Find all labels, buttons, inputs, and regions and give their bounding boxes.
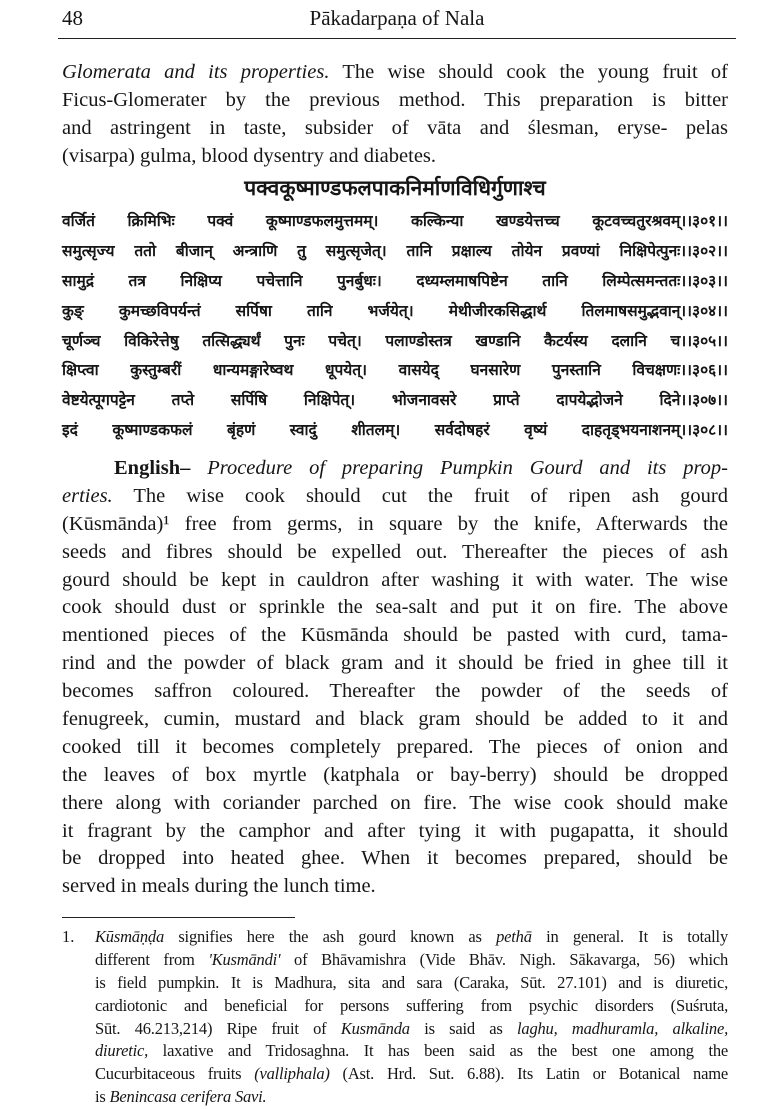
text-segment: there along with coriander parched on fire. The wise cook should make: [62, 791, 728, 814]
bold-label: English–: [114, 457, 208, 479]
text-segment: Ficus-Glomerater by the previous method. This preparation is bitter: [62, 89, 728, 111]
italic-text: Benincasa cerifera Savi.: [109, 1087, 267, 1107]
verse-line: वर्जितं क्रिमिभिः पक्वं कूष्माण्डफलमुत्तमम्। कल्किन्या खण्डयेत्तच्च कूटवच्चतुरश्रवम्।।३०१।।: [62, 212, 728, 230]
text-line: [62, 539, 728, 567]
running-title: Pākadarpaṇa of Nala: [309, 6, 485, 30]
italic-text: laghu, madhuramla, alkaline,: [517, 1018, 728, 1038]
verse-line: सामुद्रं तत्र निक्षिप्य पचेत्तानि पुनर्बुधः। दध्यम्लमाषपिष्टेन तानि लिम्पेत्समन्ततः।।३०३।।: [62, 271, 728, 290]
footnote-number: 1.: [62, 927, 75, 946]
italic-text: Kūsmāṇḍa: [95, 927, 164, 946]
paragraph-glomerata: [62, 58, 728, 170]
sanskrit-section-title: पक्वकूष्माण्डफलपाकनिर्माणविधिर्गुणाश्च: [244, 176, 546, 200]
text-line: [62, 511, 728, 539]
text-line: [62, 114, 728, 142]
text-segment: rind and the powder of black gram and it should be fried in ghee till it: [62, 652, 728, 675]
text-line: [62, 762, 728, 790]
text-segment: fenugreek, cumin, mustard and black gram should be added to it and: [62, 708, 728, 731]
text-line: [62, 58, 728, 86]
italic-text: Glomerata and its properties.: [62, 61, 330, 83]
text-segment: is field pumpkin. It is Madhura, sita and sara (Caraka, Sūt. 27.101) and is diuretic,: [95, 972, 728, 992]
text-segment: Cucurbitaceous fruits: [95, 1064, 255, 1084]
verse-line: इदं कूष्माण्डकफलं बृंहणं स्वादुं शीतलम्। सर्वदोषहरं वृष्यं दाहतृड्भयनाशनम्।।३०८।।: [62, 421, 728, 440]
page-number: 48: [62, 6, 83, 30]
text-segment: gourd should be kept in cauldron after washing it with water. The wise: [62, 568, 728, 591]
italic-text: Kusmānda: [340, 1018, 410, 1038]
text-segment: of Bhāvamishra (Vide Bhāv. Nigh. Sākavarga, 56) which: [280, 949, 728, 969]
text-line: [62, 873, 728, 901]
text-line: [62, 790, 728, 818]
text-segment: cooked till it becomes completely prepared. The pieces of onion and: [62, 735, 728, 758]
text-line: [62, 845, 728, 873]
text-segment: (Ast. Hrd. Sut. 6.88). Its Latin or Botanical name: [329, 1064, 728, 1084]
text-segment: it fragrant by the camphor and after tying it with pugapatta, it should: [62, 819, 728, 842]
text-line: [62, 455, 728, 483]
text-line: [95, 1086, 728, 1109]
italic-text: diuretic,: [95, 1041, 149, 1061]
text-segment: in general. It is totally: [531, 927, 728, 946]
text-line: [62, 650, 728, 678]
italic-text: (valliphala): [254, 1064, 330, 1084]
text-segment: the leaves of box myrtle (katphala or bay-berry) should be dropped: [62, 763, 728, 786]
text-segment: served in meals during the lunch time.: [62, 875, 376, 898]
verse-line: वेष्टयेत्पूगपट्टेन तप्ते सर्पिषि निक्षिपेत्। भोजनावसरे प्राप्ते दापयेद्भोजने दिने।।३०७।।: [62, 391, 728, 410]
text-line: [62, 142, 728, 170]
italic-text: erties.: [62, 484, 113, 507]
text-line: [95, 972, 728, 995]
text-line: [62, 86, 728, 114]
text-line: [62, 734, 728, 762]
text-segment: seeds and fibres should be expelled out. Thereafter the pieces of ash: [62, 540, 728, 563]
text-line: [62, 483, 728, 511]
text-line: [62, 818, 728, 846]
italic-text: 'Kusmāndi': [208, 949, 281, 969]
text-line: [62, 594, 728, 622]
text-segment: is said as: [409, 1018, 518, 1038]
paragraph-english-translation: [62, 455, 728, 901]
text-segment: mentioned pieces of the Kūsmānda should be pasted with curd, tama-: [62, 624, 728, 647]
text-line: [95, 926, 728, 949]
text-line: [62, 622, 728, 650]
text-segment: The wise cook should cut the fruit of ripen ash gourd: [112, 484, 728, 507]
text-segment: (visarpa) gulma, blood dysentry and diabetes.: [62, 145, 437, 167]
text-segment: Sūt. 46.213,214) Ripe fruit of: [95, 1018, 341, 1038]
text-segment: and astringent in taste, subsider of vāta and ślesman, eryse- pelas: [62, 117, 728, 139]
text-line: [95, 949, 728, 972]
text-segment: is: [95, 1087, 110, 1107]
text-segment: becomes saffron coloured. Thereafter the powder of the seeds of: [62, 680, 728, 703]
verse-line: क्षिप्त्वा कुस्तुम्बरीं धान्यमङ्गारेष्वथ धूपयेत्। वासयेद् घनसारेण पुनस्तानि विचक्षणः।।३०६।।: [62, 361, 728, 380]
text-segment: be dropped into heated ghee. When it becomes prepared, should be: [62, 847, 728, 870]
sanskrit-verses: [62, 207, 728, 446]
text-line: [95, 1040, 728, 1063]
footnote-divider: [62, 917, 295, 918]
text-line: [95, 1018, 728, 1041]
text-segment: signifies here the ash gourd known as: [164, 927, 497, 946]
text-line: [62, 678, 728, 706]
page-header: [58, 0, 736, 39]
text-segment: cook should dust or sprinkle the sea-salt and put it on fire. The above: [62, 596, 728, 619]
text-line: [95, 1063, 728, 1086]
verse-line: चूर्णञ्च विकिरेत्तेषु तत्सिद्ध्यर्थं पुनः पचेत्। पलाण्डोस्तत्र खण्डानि कैटर्यस्य दलानि च।।३०५।।: [62, 331, 728, 350]
text-line: [95, 995, 728, 1018]
text-line: [62, 706, 728, 734]
verse-line: कुङ् कुमच्छविपर्यन्तं सर्पिषा तानि भर्जयेत्। मेथीजीरकसिद्धार्थ तिलमाषसमुद्भवान्।।३०४।।: [62, 301, 728, 320]
text-segment: The wise should cook the young fruit of: [329, 61, 729, 83]
text-segment: different from: [95, 949, 209, 969]
text-segment: laxative and Tridosaghna. It has been said as the best one among the: [148, 1041, 728, 1061]
italic-text: pethā: [496, 927, 532, 946]
verse-line: समुत्सृज्य ततो बीजान् अन्त्राणि तु समुत्सृजेत्। तानि प्रक्षाल्य तोयेन प्रवण्यां निक्षिपेत्पुनः।।३०२।।: [62, 241, 728, 260]
footnote-body: [95, 926, 728, 1109]
text-segment: (Kūsmānda)¹ free from germs, in square by the knife, Afterwards the: [62, 512, 728, 535]
text-line: [62, 567, 728, 595]
italic-text: Procedure of preparing Pumpkin Gourd and its prop-: [207, 457, 728, 479]
text-segment: cardiotonic and beneficial for persons suffering from psychic disorders (Suśruta,: [95, 995, 728, 1015]
